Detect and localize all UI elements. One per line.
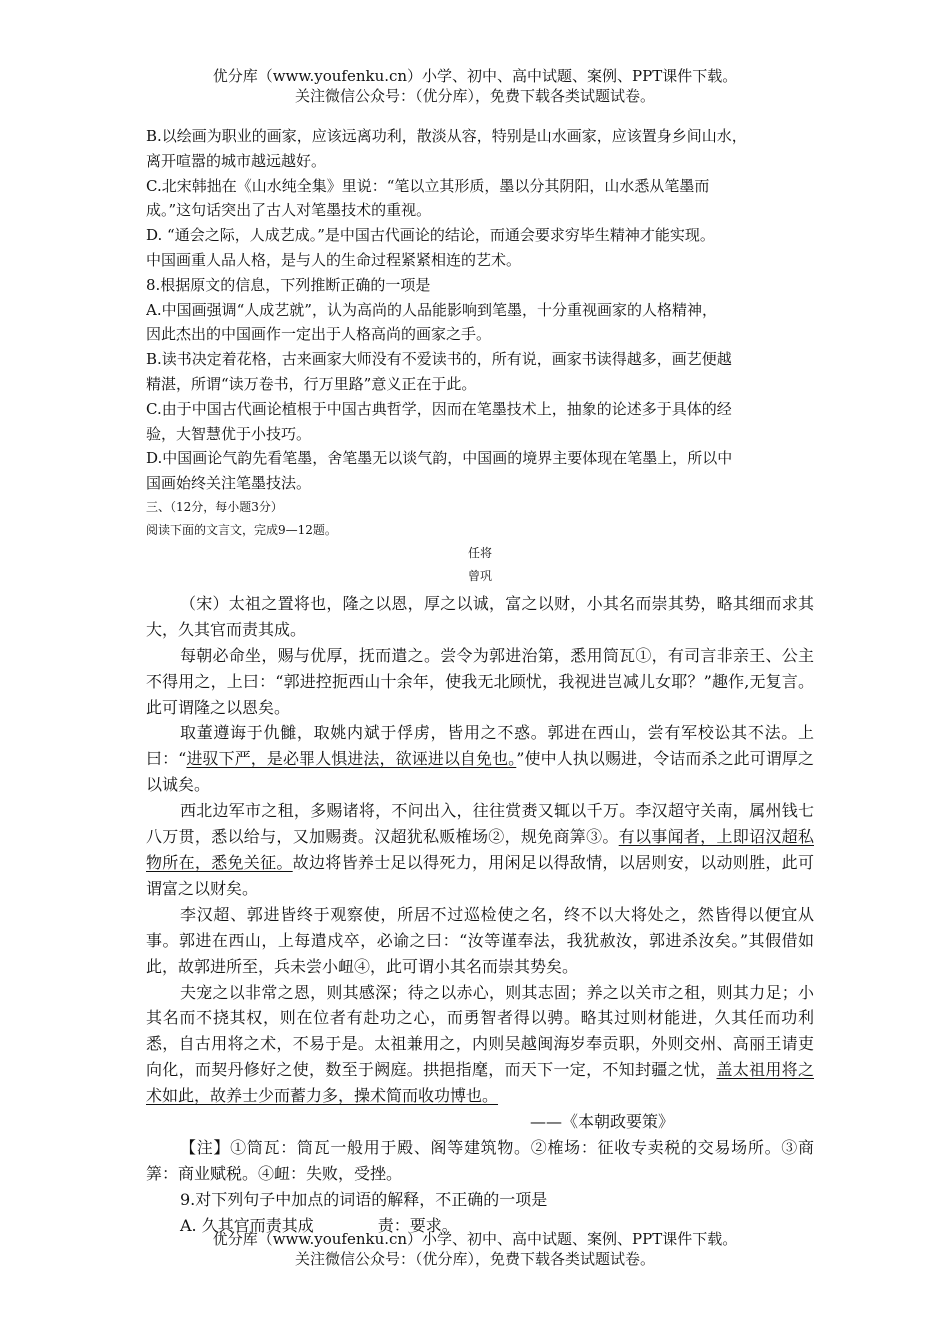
section-heading: 三、（12分，每小题3分）: [146, 499, 283, 514]
passage-source: ——《本朝政要策》: [529, 1112, 674, 1132]
underlined-sentence: 有以事闻者，上即诏汉超私物所在，悉免关征。: [146, 827, 814, 873]
q8-option-line: C.由于中国古代画论植根于中国古典哲学，因而在笔墨技术上，抽象的论述多于具体的经: [146, 399, 732, 418]
q8-option-line: A.中国画强调“人成艺就”，认为高尚的人品能影响到笔墨，十分重视画家的人格精神，: [146, 300, 717, 319]
passage-paragraph-5: 李汉超、郭进皆终于观察使，所居不过巡检使之名，终不以大将处之，然皆得以便宜从事。郭进在西山，上每遣戍卒，必谕之曰：“汝等谨奉法，我犹赦汝，郭进杀汝矣。”其假借如此，故郭进所至，兵未尝小衄④，此可谓小其名而崇其势矣。: [146, 904, 814, 976]
annotation-notes: 【注】①筒瓦：筒瓦一般用于殿、阁等建筑物。②榷场：征收专卖税的交易场所。③商筭：商业赋税。④衄：失败，受挫。: [146, 1137, 814, 1183]
page-footer: [0, 1229, 950, 1269]
q9-stem: 9.对下列句子中加点的词语的解释，不正确的一项是: [180, 1189, 548, 1209]
passage-author: 曾巩: [467, 568, 492, 583]
q7-option-line: D. “通会之际，人成艺成。”是中国古代画论的结论，而通会要求穷毕生精神才能实现。: [146, 226, 715, 245]
passage-paragraph-1: （宋）太祖之置将也，隆之以恩，厚之以诚，富之以财，小其名而崇其势，略其细而求其大，久其官而责其成。: [146, 593, 814, 639]
passage-text: 取董遵诲于仇雠，取姚内斌于俘虏，皆用之不惑。郭进在西山，尝有军校讼其不法。上曰：“: [146, 723, 814, 769]
q7-options: [146, 124, 814, 273]
q8-option-line: 精湛，所谓“读万卷书，行万里路”意义正在于此。: [146, 374, 477, 393]
passage-paragraph-2: 每朝必命坐，赐与优厚，抚而遣之。尝令为郭进治第，悉用筒瓦①，有司言非亲王、公主不得用之，上曰：“郭进控扼西山十余年，使我无北顾忧，我视进岂减儿女耶？”趣作,无复言。此可谓隆之以恩矣。: [146, 645, 814, 717]
q8-option-line: B.读书决定着花格，古来画家大师没有不爱读书的，所有说，画家书读得越多，画艺便越: [146, 350, 732, 369]
passage-text: ”使中人执以赐进，令诘而杀之此可谓厚之以诚矣。: [146, 749, 814, 795]
q8-option-line: 国画始终关注笔墨技法。: [146, 474, 312, 493]
underlined-sentence: 盖太祖用将之术如此，故养士少而蓄力多，操术简而收功博也。: [146, 1060, 814, 1106]
q9-option-a: A. 久其官而责其成 责：要求。: [180, 1215, 458, 1235]
passage-paragraph-3: [146, 720, 814, 798]
q8-option-line: 验，大智慧优于小技巧。: [146, 424, 312, 443]
header-line-2: 关注微信公众号：（优分库），免费下载各类试题试卷。: [294, 87, 655, 105]
document-body: [146, 124, 814, 1239]
passage-text: 夫宠之以非常之恩，则其感深；待之以赤心，则其志固；养之以关市之租，则其力足；小其名而不挠其权，则在位者有赴功之心，而勇智者得以骋。略其过则材能进，久其任而功利悉，自古用将之术，不易于是。太祖兼用之，内则吴越闽海岁奉贡职，外则交州、高丽王请吏向化，而契丹修好之使，数至于阙庭。拱挹指麾，而天下一定，不知封疆之忧，: [146, 982, 814, 1080]
passage-text: 故边将皆养士足以得死力，用闲足以得敌情，以居则安，以动则胜，此可谓富之以财矣。: [146, 853, 814, 898]
q7-option-line: 离开喧嚣的城市越远越好。: [146, 151, 327, 170]
q8-option-line: D.中国画论气韵先看笔墨，舍笔墨无以谈气韵，中国画的境界主要体现在笔墨上，所以中: [146, 449, 733, 468]
q7-option-line: 成。”这句话突出了古人对笔墨技术的重视。: [146, 201, 432, 220]
passage-paragraph-4: [146, 798, 814, 902]
footer-line-1: 优分库（www.youfenku.cn）小学、初中、高中试题、案例、PPT课件下载。: [212, 1230, 738, 1248]
header-line-1: 优分库（www.youfenku.cn）小学、初中、高中试题、案例、PPT课件下载。: [212, 67, 738, 85]
passage-title: 任将: [467, 545, 492, 560]
passage-text: 西北边军市之租，多赐诸将，不问出入，往往赏赉又辄以千万。李汉超守关南，属州钱七八万贯，悉以给与，又加赐赉。汉超犹私贩榷场②，规免商筭③。: [146, 801, 814, 847]
q8-option-line: 因此杰出的中国画作一定出于人格高尚的画家之手。: [146, 325, 492, 344]
classical-passage: [146, 591, 814, 1135]
q8-stem: 8.根据原文的信息，下列推断正确的一项是: [146, 275, 431, 294]
passage-paragraph-6: [146, 980, 814, 1110]
underlined-sentence: 进驭下严，是必罪人惧进法，欲诬进以自免也。: [186, 749, 517, 769]
footer-line-2: 关注微信公众号：（优分库），免费下载各类试题试卷。: [294, 1250, 655, 1268]
q7-option-line: B.以绘画为职业的画家，应该远离功利，散淡从容，特别是山水画家，应该置身乡间山水，: [146, 127, 747, 145]
question-8: [146, 273, 814, 496]
q7-option-line: 中国画重人品人格，是与人的生命过程紧紧相连的艺术。: [146, 250, 522, 269]
q7-option-line: C.北宋韩拙在《山水纯全集》里说：“笔以立其形质，墨以分其阴阳，山水悉从笔墨而: [146, 176, 710, 195]
page-header: [0, 66, 950, 106]
section-instruction: 阅读下面的文言文，完成9—12题。: [146, 522, 337, 537]
